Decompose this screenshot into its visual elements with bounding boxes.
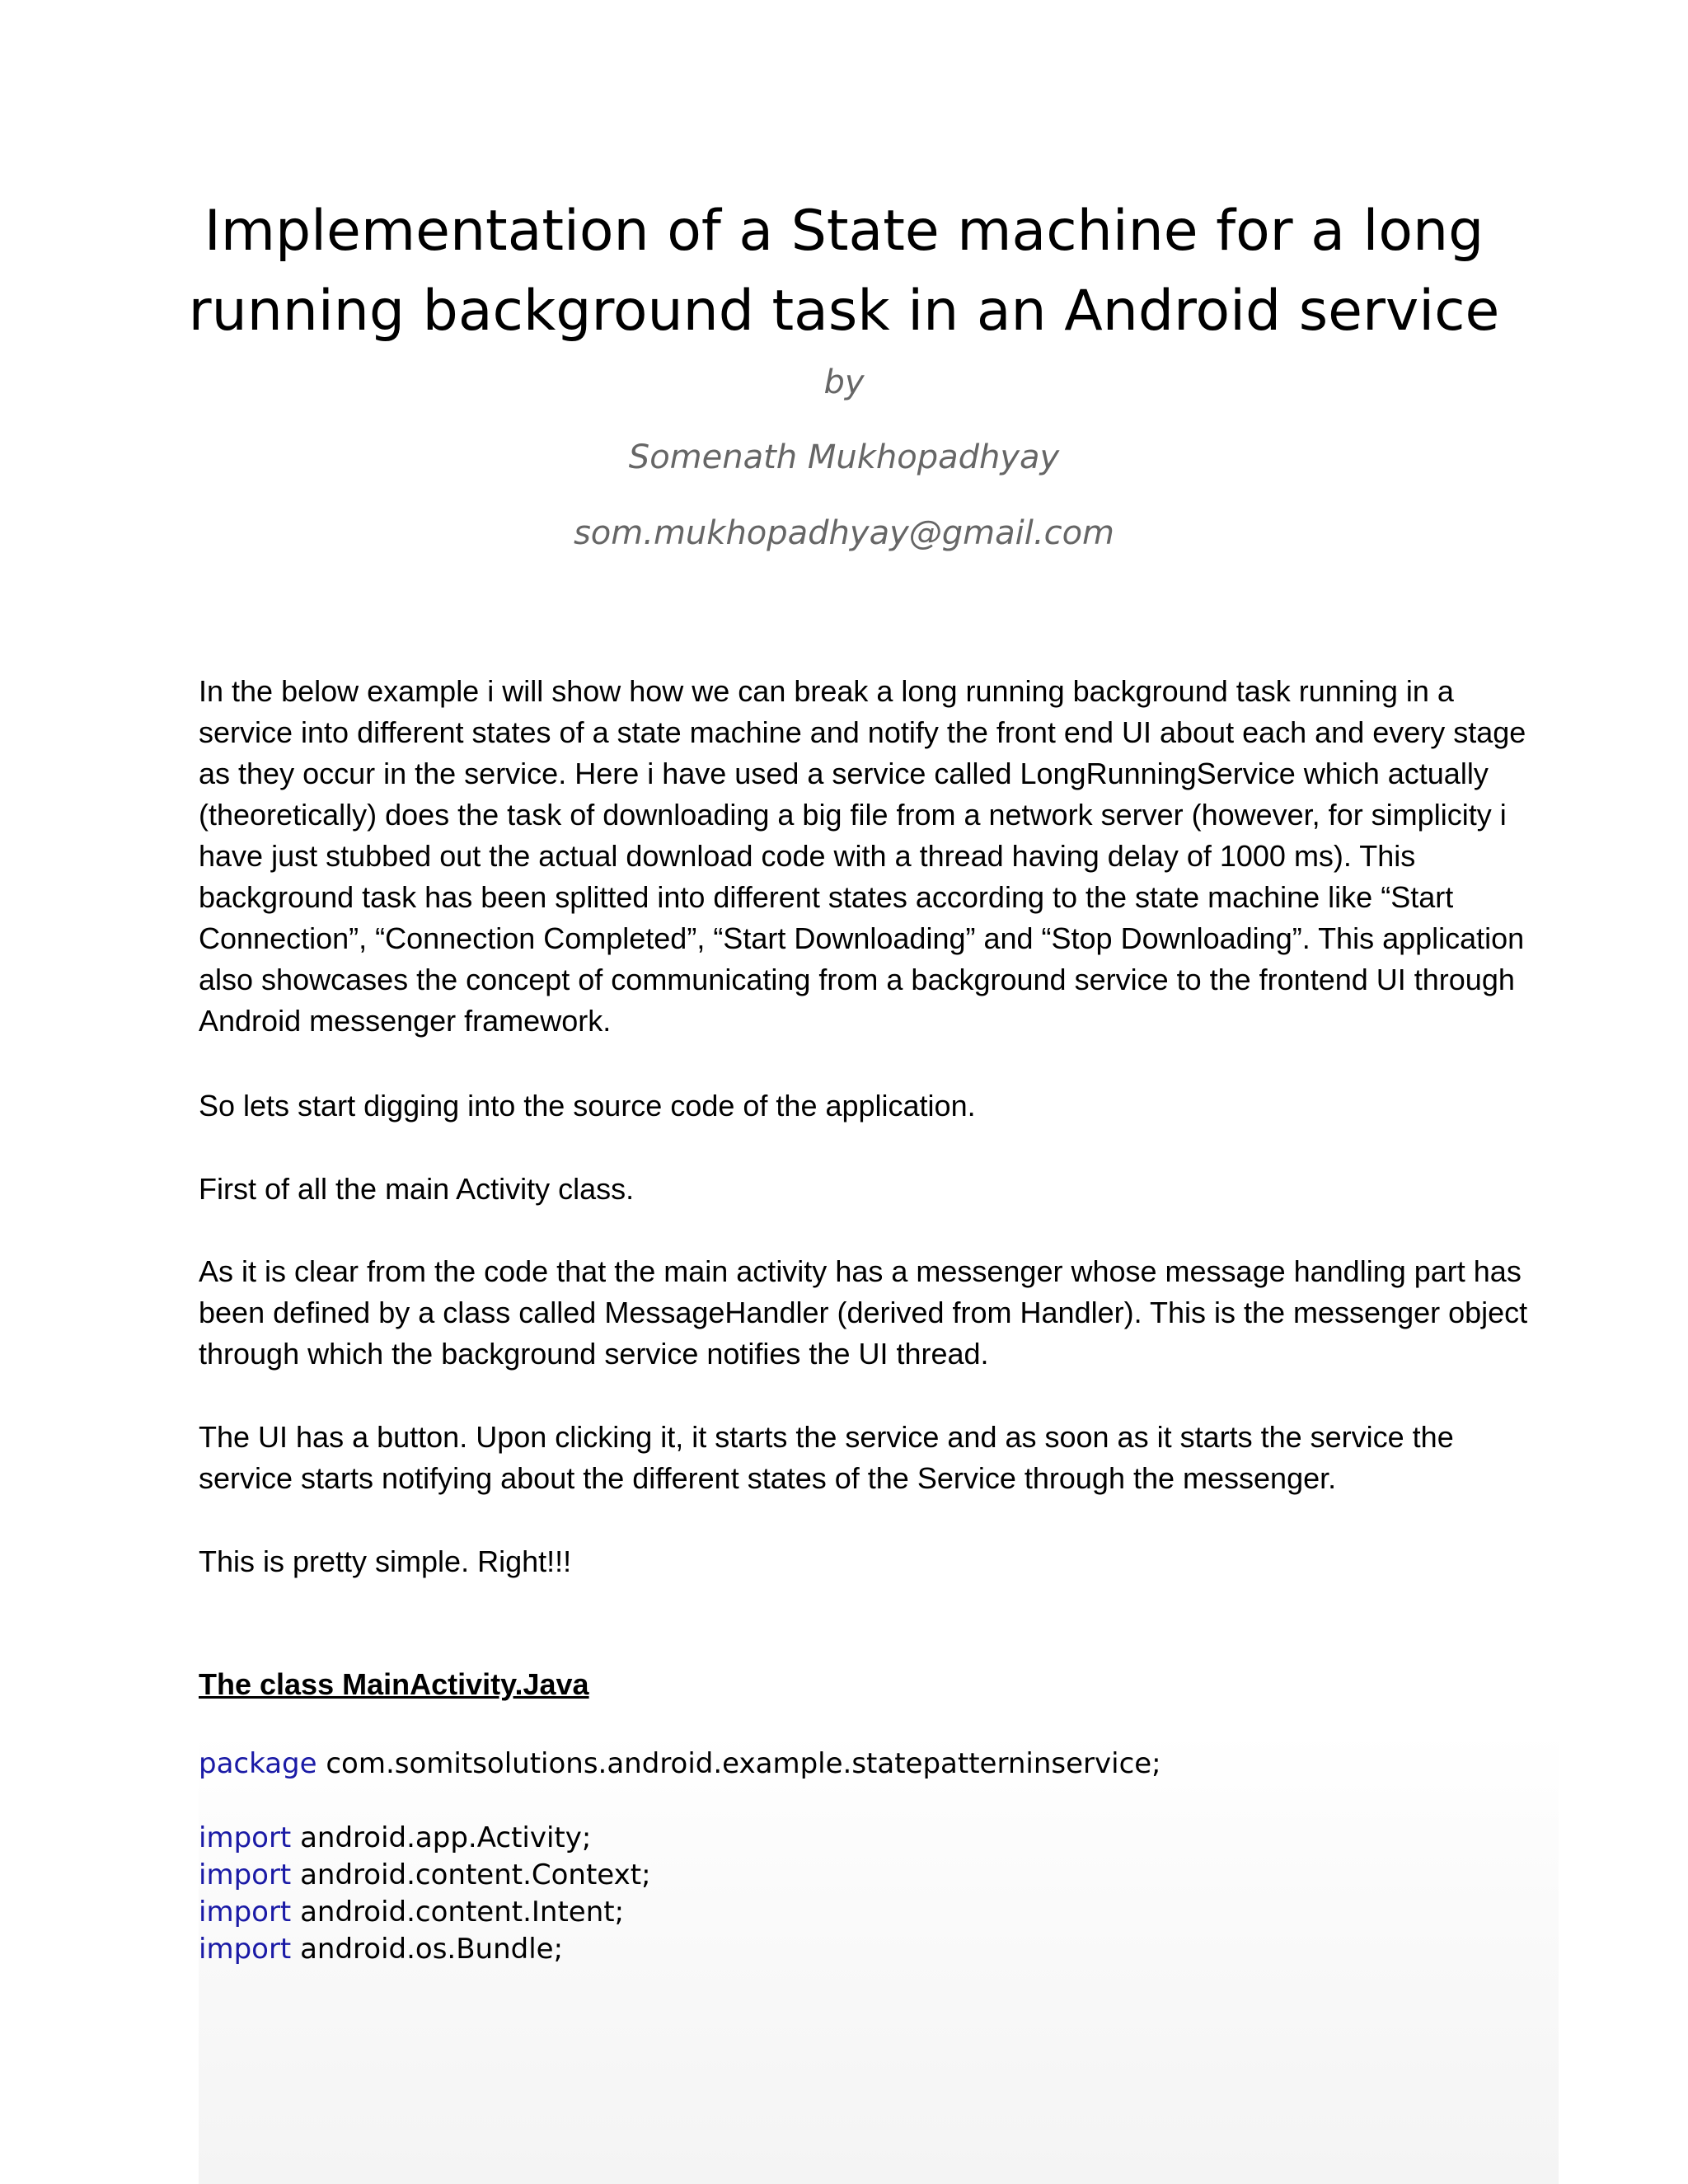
code-line-import	[199, 1857, 651, 1894]
paragraph-main-activity: First of all the main Activity class.	[199, 1172, 635, 1206]
paragraph-messenger: As it is clear from the code that the main activity has a messenger whose message handling part has been defined by a class called MessageHandler (derived from Handler). This is the messenger object through which the background service notifies the UI thread.	[199, 1254, 1528, 1371]
paragraph-simple: This is pretty simple. Right!!!	[199, 1544, 572, 1578]
code-line-import	[199, 1894, 624, 1931]
title-line-2: running background task in an Android service	[188, 279, 1500, 344]
code-text: com.somitsolutions.android.example.statepatterninservice;	[316, 1747, 1161, 1780]
code-text: android.os.Bundle;	[291, 1933, 564, 1966]
code-line-import	[199, 1820, 591, 1857]
document-title	[124, 191, 1564, 351]
intro-paragraph: In the below example i will show how we can break a long running background task running in a service into different states of a state machine and notify the front end UI about each and every stage as they occur in the service. Here i have used a service called LongRunningService which actually (theoretically) does the task of downloading a big file from a network server (however, for simplicity i have just stubbed out the actual download code with a thread having delay of 1000 ms). This background task has been splitted into different states according to the state machine like “Start Connection”, “Connection Completed”, “Start Downloading” and “Stop Downloading”. This application also showcases the concept of communicating from a background service to the frontend UI through Android messenger framework.	[199, 674, 1526, 1038]
code-line-import	[199, 1931, 563, 1968]
code-keyword: import	[199, 1858, 292, 1891]
author-name: Somenath Mukhopadhyay	[628, 438, 1060, 476]
section-heading: The class MainActivity.Java	[199, 1667, 589, 1701]
paragraph-digging: So lets start digging into the source code of the application.	[199, 1089, 976, 1122]
title-line-1: Implementation of a State machine for a long	[204, 199, 1484, 264]
paragraph-ui-button: The UI has a button. Upon clicking it, it starts the service and as soon as it starts the service the service starts notifying about the different states of the Service through the messenger.	[199, 1420, 1454, 1495]
code-text: android.content.Context;	[291, 1858, 651, 1891]
author-email: som.mukhopadhyay@gmail.com	[573, 514, 1115, 552]
code-keyword: import	[199, 1896, 292, 1929]
code-text: android.app.Activity;	[291, 1821, 592, 1854]
code-keyword: import	[199, 1821, 292, 1854]
code-keyword: package	[199, 1747, 317, 1780]
code-text: android.content.Intent;	[291, 1896, 625, 1929]
code-keyword: import	[199, 1933, 292, 1966]
code-line-package	[199, 1746, 1161, 1783]
byline-by: by	[823, 363, 865, 401]
